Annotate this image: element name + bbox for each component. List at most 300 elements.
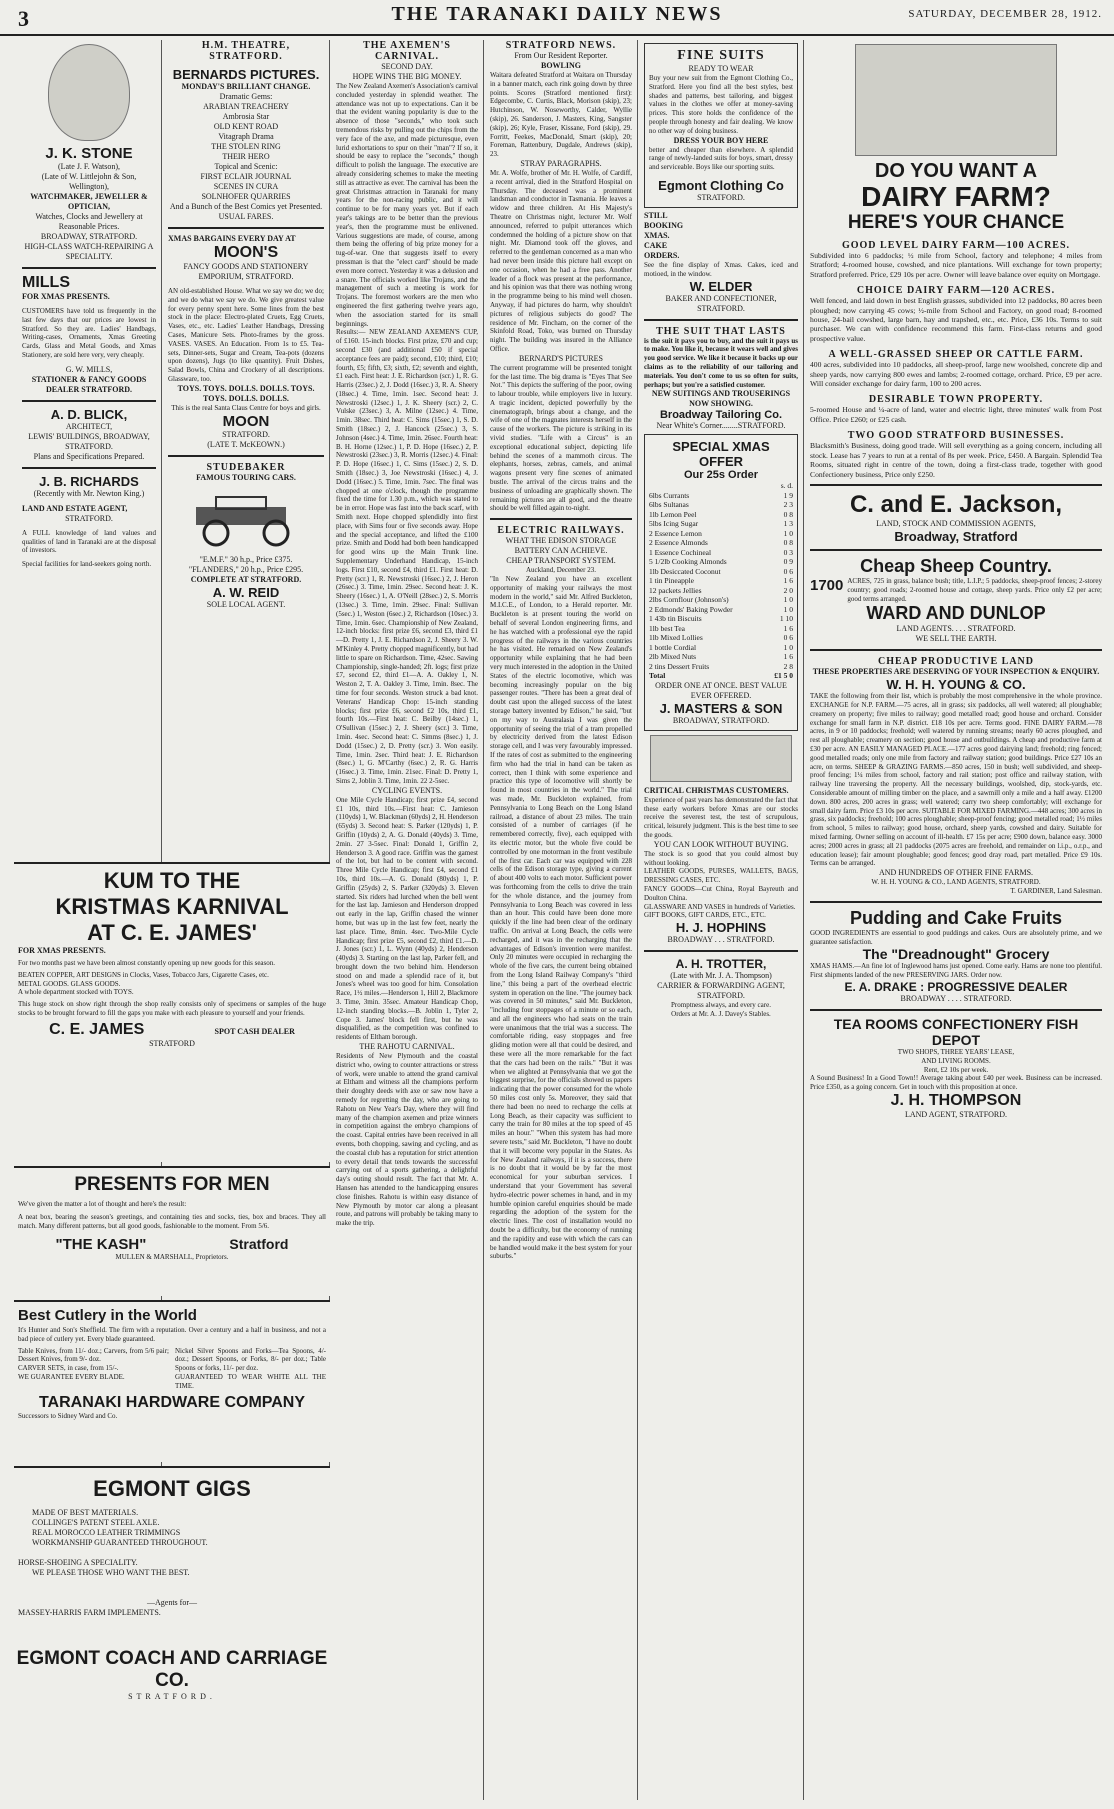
hophins-ad [644, 786, 798, 945]
xmas-item-shillings: 0 [783, 509, 788, 519]
pudding-sig2: BROADWAY . . . . STRATFORD. [900, 994, 1012, 1004]
ad-line: USUAL FARES. [218, 212, 274, 221]
xmas-sub: Our 25s Order [684, 469, 758, 482]
kumto-sub: SPOT CASH DEALER [214, 1026, 295, 1036]
xmas-item-pence: 0 [789, 595, 793, 605]
moon-sub: FANCY GOODS AND STATIONERY EMPORIUM, STRATFORD. [183, 262, 309, 281]
young-name: W. H. H. YOUNG & CO. [886, 677, 1026, 693]
richards-name: J. B. RICHARDS [39, 473, 139, 489]
suits-body: Buy your new suit from the Egmont Clothing Co., Stratford. Here you find all the best styles, best shades and patterns, best tailoring, and biggest values in the clothes we offer at money-saving prices. This store holds the confidence of the people through honesty and fair dealing. We know no other way of doing business. [649, 74, 793, 135]
xmas-item-name: 5lbs Icing Sugar [649, 519, 699, 529]
xmas-item-shillings: 1 [783, 519, 788, 529]
gigs-name: EGMONT COACH AND CARRIAGE CO. [16, 1648, 328, 1691]
jackson-addr: Broadway, Stratford [894, 528, 1018, 544]
rahotu-headline: THE RAHOTU CARNIVAL. [359, 1042, 455, 1052]
presents-body2: A neat box, bearing the season's greetings, and containing ties and socks, ties, box and braces. They all match. Many different patterns, but all good goods, fashionable to the moment. From 5/6. [18, 1212, 326, 1230]
electric-headline: ELECTRIC RAILWAYS. [497, 525, 625, 537]
stray-body: Mr. A. Wolfe, brother of Mr. H. Wolfe, of Cardiff, a recent arrival, died in the Stratford Hospital on Thursday. The deceased was a prominent landsman and conductor in Tasmania. He leaves a widow and three children. At His Majesty's Theatre on Christmas night, lecturer Mr. Wolf announced, referred to pulpit utterances which condemned the holding of a picture show on that night. Mr. Diamond took off the gloves, and referred to the gentleman concerned as a man who had never been inside this picture hall except on one occasion, when he had a free pass. Another leader of a flock was present at the performance, and his opinion was that there was nothing wrong in the programme being to his mind well chosen. Anyway, if had pictures do harm, why shouldn't pictures of religious subjects do good? The residence of Mr. Fincham, on the corner of the Skinfold Road, Toko, was burned on Thursday night. The building was insured in the Alliance Office. [490, 168, 632, 353]
xmas-item-shillings: 0 [783, 633, 788, 643]
electric-subhead: CHEAP TRANSPORT SYSTEM. [506, 556, 616, 566]
suits-name: Egmont Clothing Co [658, 177, 784, 193]
presents-title: PRESENTS FOR MEN [74, 1174, 270, 1195]
dairy-headline: HERE'S YOUR CHANCE [847, 212, 1065, 233]
presents-body: We've given the matter a lot of thought and here's the result: [18, 1200, 187, 1208]
ad-line: Vitagraph Drama [218, 132, 274, 141]
hophins-goods: GIFT BOOKS, GIFT CARDS, ETC., ETC. [644, 911, 766, 920]
young-ad [810, 656, 1102, 896]
farm-list [810, 240, 1102, 479]
young-foot: AND HUNDREDS OF OTHER FINE FARMS. [878, 868, 1034, 878]
sheep-sub2: WE SELL THE EARTH. [915, 634, 997, 644]
xmas-item-row [649, 500, 793, 510]
lasts-addr: Near White's Corner........STRATFORD. [656, 421, 786, 431]
xmas-total-label: Total [649, 671, 666, 681]
blick-name: A. D. BLICK, [50, 406, 128, 422]
xmas-item-name: 1lb Desiccated Coconut [649, 566, 721, 576]
studebaker-agent: A. W. REID [212, 584, 280, 600]
xmas-item-pence: 8 [789, 509, 793, 519]
xmas-item-row [649, 557, 793, 567]
richards-body: A FULL knowledge of land values and qualities of land in Taranaki are at the disposal of investors. [22, 528, 156, 555]
xmas-item-row [649, 567, 793, 577]
studebaker-ad [168, 462, 324, 610]
farm-headline: CHOICE DAIRY FARM—120 ACRES. [856, 285, 1056, 297]
kumto-headline: AT C. E. JAMES' [87, 920, 257, 945]
xmas-item-name: 2 tins Dessert Fruits [649, 661, 710, 671]
hardware-name: TARANAKI HARDWARE COMPANY [38, 1393, 306, 1411]
theatre-ad [168, 40, 324, 222]
xmas-item-name: 2 Essence Lemon [649, 528, 702, 538]
pudding-name: The "Dreadnought" Grocery [862, 946, 1050, 963]
dairy-headline: DO YOU WANT A [874, 160, 1038, 182]
young-sub: THESE PROPERTIES ARE DESERVING OF YOUR INSPECTION & ENQUIRY. [812, 667, 1100, 677]
trotter-name: A. H. TROTTER, [675, 957, 767, 972]
xmas-item-shillings: 2 [783, 585, 788, 595]
xmas-item-name: 5 1/2lb Cooking Almonds [649, 557, 727, 567]
column-rule [637, 40, 638, 1800]
xmas-item-name: 12 packets Jellies [649, 585, 702, 595]
theatre-header: H.M. THEATRE, STRATFORD. [201, 40, 291, 62]
kumto-ad [14, 862, 330, 1162]
sheep-body: ACRES, 725 in grass, balance bush; title, L.I.P.; 5 paddocks, sheep-proof fences; 2-storey country; good roads; 2-roomed house and cottage, sheep yards. Price only £2 per acre; good terms arranged. [847, 576, 1102, 603]
hophins-goods: GLASSWARE AND VASES in hundreds of Varieties. [644, 902, 796, 911]
xmas-order: ORDER ONE AT ONCE. BEST VALUE EVER OFFERED. [655, 680, 787, 700]
xmas-item-name: 2lb Mixed Nuts [649, 652, 697, 662]
kumto-headline: KUM TO THE [103, 868, 241, 893]
bowling-headline: BOWLING [540, 61, 581, 70]
xmas-item-pence: 3 [789, 519, 793, 529]
xmas-item-row [649, 595, 793, 605]
thompson-sub: LAND AGENT, STRATFORD. [904, 1110, 1008, 1119]
mills-sub: FOR XMAS PRESENTS. [22, 292, 110, 301]
xmas-item-row [649, 491, 793, 501]
xmas-item-pence: 6 [789, 623, 793, 633]
gigs-massey: MASSEY-HARRIS FARM IMPLEMENTS. [18, 1608, 161, 1617]
column-4 [486, 40, 636, 1800]
ad-line: THE STOLEN RING [211, 142, 281, 151]
xmas-item-name: 1 Essence Cochineal [649, 547, 712, 557]
kumto-for: FOR XMAS PRESENTS. [18, 946, 106, 955]
elder-body: See the fine display of Xmas. Cakes, iced and motioed, in the window. [644, 260, 798, 278]
mills-ad [22, 274, 156, 395]
column-5 [640, 40, 802, 1800]
xmas-item-pence: 10 [785, 614, 793, 624]
ad-line: THEIR HERO [222, 152, 270, 161]
farm-body: 5-roomed House and ¼-acre of land, water and electric light, three minutes' walk from Post Office. Price £260; or £25 cash. [810, 405, 1102, 424]
xmas-item-pence: 8 [789, 538, 793, 548]
xmas-item-pence: 3 [789, 500, 793, 510]
young-body: TAKE the following from their list, which is probably the most comprehensive in the whole province. EXCHANGE for N.P. FARM.—75 acres, all in grass; six paddocks, all well watered; all ploughable; creamery on property; five miles to railway; good metalled road; good house and orchard. Consider exchange for small farm in N.P. district. £18 10s per acre. Terms good. FINE DAIRY FARM.—78 acres, in 9 or 10 paddocks; freehold; well watered by running streams; nearly 60 acres ploughed, and rest all ploughable; creamery on section; good house and outbuildings. A cheap and productive farm at £30 per acre. AN EASILY MANAGED PLACE.—177 acres good dairying land; freehold; ring fenced; good metalled roads; only one mile from factory and railway station; good buildings. Price £27 10s an acre, on terms. SHEEP & GRAZING FARMS.—850 acres, 150 in bush; well subdivided, and sheep-proof fencing; 1¼ miles from school, factory and rail station; post office and railway station, with railway line traversing the property. All the necessary buildings, woolshed, dip, stock-yards, etc. Considerable amount of milling timber on the place, and a sawmill only a mile and a half away. £1200 down. 800 acres, 200 acres in grass; well watered; carry two sheep comfortably; will exchange for small dairy farm. Price £3 10s per acre. SUITABLE FOR MIXED FARMING.—448 acres; 300 acres in grass, six paddocks; freehold; 100 acres ploughable; sheep-proof fencing; good metalled road; 1½ miles from school, 5 miles to railway; good house, orchard, sheep yards, cowshed and dairy. Suitable for mixed farming. Owner selling on account of ill-health. £7 15s per acre; £900 down, balance easy. 3000 acres; 2000 acres in grass; all 21 paddocks (2075 acres are freehold, and remainder on l.i.p., o.r.p., and education lease); fair amount ploughable; good fences; good dray road, part metalled. Price £9 10s. Terms can be arranged. [810, 692, 1102, 868]
young-title: CHEAP PRODUCTIVE LAND [877, 656, 1034, 668]
kumto-item: BEATEN COPPER, ART DESIGNS in Clocks, Vases, Tobacco Jars, Cigarette Cases, etc. [18, 970, 269, 979]
xmas-item-name: 2 Edmonds' Baking Powder [649, 604, 733, 614]
farm-headline: TWO GOOD STRATFORD BUSINESSES. [847, 430, 1065, 442]
issue-date: SATURDAY, DECEMBER 28, 1912. [908, 8, 1102, 20]
hophins-goods: LEATHER GOODS, PURSES, WALLETS, BAGS, DRESSING CASES, ETC. [644, 867, 798, 885]
moon-ad [168, 234, 324, 450]
sheep-sub: LAND AGENTS. . . . STRATFORD. [896, 624, 1016, 634]
ad-line: ARABIAN TREACHERY [203, 102, 289, 111]
ad-line: LEWIS' BUILDINGS, BROADWAY, STRATFORD. [28, 431, 150, 451]
suits-town: STRATFORD. [697, 192, 745, 202]
young-sig2: T. GARDINER, Land Salesman. [1010, 887, 1102, 896]
cutlery-left: WE GUARANTEE EVERY BLADE. [18, 1372, 125, 1381]
xmas-title: SPECIAL XMAS OFFER [672, 439, 770, 470]
thompson-ad [810, 1016, 1102, 1120]
young-sig: W. H. H. YOUNG & CO., LAND AGENTS, STRATFORD. [871, 878, 1041, 887]
xmas-item-row [649, 529, 793, 539]
xmas-addr: BROADWAY, STRATFORD. [672, 715, 770, 725]
studebaker-emf: "E.M.F." 30 h.p., Price £375. [199, 554, 293, 564]
xmas-item-row [649, 605, 793, 615]
xmas-item-shillings: 1 [783, 528, 788, 538]
axemen-subhead: SECOND DAY. [381, 62, 433, 71]
xmas-item-name: 6lbs Currants [649, 490, 690, 500]
axemen-body: The New Zealand Axemen's Association's carnival concluded yesterday in splendid weather. The attendance was not up to expectations. Can it be that the evident waning popularity is due to the absence of those "seconds," who took such tremendous risks by pulling out the chips from the very face of the axe, and made picturesque, even lurid exhortations to spur on their "man"? If so, it should be easy to replace the "seconds," though difficult to polish the language. The executive are already considering schemes to make the meeting still as attractive as ever. The carnival has been the great Christmas attraction in Taranaki for many years for the non-racing public, and it will continue to be for many years yet. But if each year's takings are to be better than the previous year's, then the programme must be enlivened. Various suggestions are made, of course, among them being the offering of big prize money for a tug-of-war. One that suggests itself to every pressman is that the "elect card" should be made even more correct. Yesterday it was a delusion and a snare. The officials worked like Trojans, and the management of such a meeting is work for Trojans. The foremost workers are the men who engineered the first gathering twelve years ago, when the association started for its small beginnings. [336, 82, 478, 328]
ad-line: OLD KENT ROAD [213, 122, 279, 131]
gigs-line: COLLINGE'S PATENT STEEL AXLE. [32, 1518, 160, 1527]
xmas-item-pence: 9 [789, 490, 793, 500]
xmas-item-pence: 6 [789, 633, 793, 643]
kash-sub: MULLEN & MARSHALL, Proprietors. [115, 1253, 229, 1262]
moon-town: STRATFORD. [222, 429, 270, 439]
elder-sub: BAKER AND CONFECTIONER, STRATFORD. [665, 293, 777, 313]
ad-line: And a Bunch of the Best Comics yet Presented. [169, 202, 323, 211]
xmas-item-name: 1 43b tin Biscuits [649, 614, 702, 624]
drake-ad [810, 908, 1102, 1004]
farm-headline: DESIRABLE TOWN PROPERTY. [868, 394, 1044, 406]
farm-body: 400 acres, subdivided into 10 paddocks, all sheep-proof, large new woolshed, concrete dip and sheep yards, now carrying 800 ewes and lambs; 2-roomed cottage, orchard. Price, £9 per acre. Will consider exchange for dairy farm, 100 to 200 acres. [810, 360, 1102, 389]
rahotu-body: Residents of New Plymouth and the coastal district who, owing to counter attractions or stress of work, were unable to attend the grand carnival at Eltham and witness all the champions perform their doughty deeds with axe or saw now have a remedy for regretting the day, who are going to Rahotu on New Year's Day, where they will find many of the champion axemen and prize winners in competition against the embryo champions of the coast. Capital entries have been received in all events, both chopping, sawing and cycling, and as the coastal club has a reputation for strict attention to every detail that tends towards the successful carrying out of a sports gathering, a delightful day's outing should result. The fact that Mr. A. Hansen has attended to the handicapping ensures close finishes. Rahotu is within easy distance of New Plymouth by motor car along a pleasant route, and patrons will probably be taking many to make the trip. [336, 1052, 478, 1228]
sheep-acres: 1700 [810, 576, 844, 594]
xmas-item-pence: 8 [789, 661, 793, 671]
axemen-subhead: HOPE WINS THE BIG MONEY. [352, 72, 462, 81]
thompson-body: A Sound Business! In a Good Town!! Average taking about £40 per week. Business can be increased. Price £350, as a going concern. Get in touch with this proposition at once. [810, 1074, 1102, 1092]
sheep-name: WARD AND DUNLOP [866, 603, 1046, 624]
ad-line: ARCHITECT, [65, 421, 113, 431]
mills-body: CUSTOMERS have told us frequently in the last few days that our prices are lowest in Stratford. So they are. Ladies' Handbags, Writing-cases, Ornaments, Xmas Greeting Cards, Glass and Metal Goods, and Xmas Stationery, are sold here very, very cheaply. [22, 307, 156, 359]
richards-town: STRATFORD. [65, 513, 113, 523]
studebaker-sub: FAMOUS TOURING CARS. [196, 472, 296, 482]
xmas-item-name: 6lbs Sultanas [649, 500, 689, 510]
stratford-news-byline: From Our Resident Reporter. [514, 51, 608, 60]
farm-body: Subdivided into 6 paddocks; ½ mile from School, factory and telephone; 4 miles from Stratford; 4-roomed house, cowshed, and nice plantations. Will exchange for town property; Stratford preferred. Price, £29 10s per acre. Owner will leave balance over equity on Mortgage. [810, 251, 1102, 279]
xmas-item-pence: 3 [789, 547, 793, 557]
xmas-col-pence: d. [787, 481, 793, 491]
farm-body: Blacksmith's Business, doing good trade. Will sell everything as a going concern, including all stock. Lease has 7 years to run at a rental of 8s per week. Price, £450. A Bargain. Splendid Tea Rooms, situated right in centre of the town, doing a first-class trade, together with good Confectionery business, Price only £250. [810, 441, 1102, 479]
xmas-item-row [649, 548, 793, 558]
xmas-item-shillings: 0 [783, 566, 788, 576]
richards-note: (Recently with Mr. Newton King.) [33, 488, 145, 498]
lasts-title: THE SUIT THAT LASTS [656, 325, 786, 337]
ad-line: SCENES IN CURA [213, 182, 279, 191]
cutlery-right: Nickel Silver Spoons and Forks—Tea Spoons, 4/- doz.; Dessert Spoons, or Forks, 8/- per doz.; Table Spoons or forks, 11/- per doz. [175, 1346, 326, 1373]
farm-body: Well fenced, and laid down in best English grasses, subdivided into 12 paddocks, 80 acres been ploughed; now carrying 45 cows; ½-mile from School and Factory, on good road; 8-roomed house, 24-bail cowshed, large barn, hay and trapshed, etc., etc. Price, £36 10s. Terms to suit purchaser. We can with confidence recommend this farm. First-class returns and good prospective value. [810, 296, 1102, 343]
xmas-item-pence: 0 [789, 585, 793, 595]
moon-santa: This is the real Santa Claus Centre for boys and girls. [171, 403, 321, 412]
trotter-body: Promptness always, and every care. [671, 1001, 771, 1010]
richards-foot: Special facilities for land-seekers going north. [22, 560, 152, 569]
gigs-agents: —Agents for— [147, 1598, 197, 1607]
thompson-title: TEA ROOMS CONFECTIONERY FISH DEPOT [833, 1016, 1079, 1049]
xmas-name: J. MASTERS & SON [659, 700, 783, 716]
kumto-item: METAL GOODS. GLASS GOODS. [18, 979, 121, 988]
ad-line: (Late of W. Littlejohn & Son, Wellington), [41, 172, 137, 191]
bernards-body: The current programme will be presented tonight for the last time. The big drama is "Eyes That See Not." This depicts the suffering of the poor, owing to labour trouble, while employers live in luxury. A tragic incident, depicted powerfully by the cinematograph, brings about a change, and the wife of one of the magnates interests herself in the cause of the workers. The picture is striking in its vivid studies. "Life with a Circus" is an exceptional educational subject, depicting life behind the scenes of a mammoth circus. The elephants, horses, zebras, camels, and animal wagons present very fine scenes of animated bustle. The arrival of the circus trains and the business of unloading are graphically shown. The remaining pictures are all good, and the theatre should be well filled again to-night. [490, 363, 632, 513]
elder-name: W. ELDER [689, 278, 753, 294]
lasts-new: NEW SUITINGS AND TROUSERINGS NOW SHOWING. [651, 389, 791, 409]
xmas-item-shillings: 1 [783, 642, 788, 652]
xmas-item-shillings: 1 [783, 490, 788, 500]
xmas-item-row [649, 652, 793, 662]
elder-ad [644, 211, 798, 314]
xmas-item-shillings: 1 [783, 623, 788, 633]
gigs-horse: HORSE-SHOEING A SPECIALITY. [18, 1558, 138, 1567]
egmont-clothing-ad [644, 43, 798, 208]
xmas-item-shillings: 1 [783, 652, 788, 662]
xmas-item-row [649, 538, 793, 548]
xmas-item-row [649, 576, 793, 586]
ad-line: ORDERS. [644, 250, 680, 260]
ad-line: HIGH-CLASS WATCH-REPAIRING A SPECIALITY. [24, 242, 154, 261]
studebaker-agent-sub: SOLE LOCAL AGENT. [206, 599, 286, 609]
cutlery-left: Table Knives, from 11/- doz.; Carvers, from 5/6 pair; Dessert Knives, from 9/- doz. [18, 1346, 169, 1364]
cutlery-left: CARVER SETS, in case, from 15/-. [18, 1364, 119, 1373]
richards-ad [22, 474, 156, 569]
sleigh-illustration [650, 735, 792, 782]
gigs-line: WORKMANSHIP GUARANTEED THROUGHOUT. [32, 1538, 208, 1547]
trotter-ad [644, 957, 798, 1019]
cycling-headline: CYCLING EVENTS. [371, 785, 443, 795]
kumto-item: A whole department stocked with TOYS. [18, 988, 134, 997]
xmas-item-name: 1 bottle Cordial [649, 642, 697, 652]
blick-ad [22, 407, 156, 462]
xmas-item-pence: 6 [789, 576, 793, 586]
xmas-item-shillings: 1 [779, 614, 784, 624]
mills-address: STATIONER & FANCY GOODS DEALER STRATFORD. [31, 374, 147, 394]
xmas-item-pence: 6 [789, 566, 793, 576]
column-rule [483, 40, 484, 1800]
hophins-goods: FANCY GOODS—Cut China, Royal Bayreuth and Doulton China. [644, 885, 798, 902]
xmas-total-row [649, 671, 793, 681]
cutlery-title: Best Cutlery in the World [18, 1307, 197, 1324]
trotter-note: (Late with Mr. J. A. Thompson) [670, 971, 772, 981]
thompson-name: J. H. THOMPSON [890, 1092, 1022, 1109]
xmas-item-shillings: 0 [783, 557, 788, 567]
ad-line: AND LIVING ROOMS. [921, 1056, 991, 1065]
kumto-town: STRATFORD [149, 1038, 195, 1048]
farm-headline: A WELL-GRASSED SHEEP OR CATTLE FARM. [828, 349, 1084, 361]
page-number: 3 [18, 6, 29, 31]
electric-dateline: Auckland, December 23. [526, 566, 596, 575]
hardware-sub: Successors to Sidney Ward and Co. [18, 1411, 118, 1420]
ad-line: (Late J. F. Watson), [57, 162, 121, 171]
studebaker-complete: COMPLETE AT STRATFORD. [190, 574, 302, 584]
xmas-item-name: 1lb Mixed Lollies [649, 633, 703, 643]
ad-line: Dramatic Gems: [219, 92, 273, 101]
dairy-farm-illustration [855, 44, 1057, 156]
xmas-item-shillings: 2 [783, 661, 788, 671]
pudding-body: GOOD INGREDIENTS are essential to good puddings and cakes. Ours are absolutely prime, and we guarantee satisfaction. [810, 928, 1102, 946]
mills-signature: G. W. MILLS, [65, 364, 113, 374]
suits-title: FINE SUITS [677, 48, 765, 63]
ad-line: BOOKING [644, 220, 684, 230]
ad-line: Topical and Scenic: [214, 162, 278, 171]
ad-line: STILL [644, 210, 668, 220]
column-rule [803, 40, 804, 1800]
gigs-line: REAL MOROCCO LEATHER TRIMMINGS [32, 1528, 181, 1537]
electric-body: "In New Zealand you have an excellent opportunity of making your railways the most modern in the world," said Mr. Alfred Buckleton, M.I.C.E., of London, to a Herald reporter. Mr. Buckleton is at present touring the world on behalf of several London engineering firms, and he has watched with a professional eye the rapid progress of the railways in the various countries he has visited. He remarked on New Zealand's opportunity while explaining that he had been very much interested in the adoption in the United States of the electric locomotive, which was becoming increasingly popular on the big passenger routes. "There has been a great deal of doubt cast upon the alleged success of the latest storage battery invented by Edison," he said, "but on my way to Australasia I was given the opportunity of seeing the trial of a tram propelled by electricity derived from the latest Edison storage cell, and I was very favourably impressed. If the rates of cost as submitted to the engineering firm who had the trial in hand can be taken as correct, then I think with some experience and practice this type of locomotive will shortly be found in most countries in the world." The trial was made, Mr. Buckleton explained, from Pennsylvania to Long Beach on the Long Island railroad, a distance of about 23 miles. The train consisted of a number of carriages (if he remembered correctly, five), each equipped with its electric motor, but the whole five could be controlled by one motorman in the front vestibule of the first car. Each car was equipped with 228 cells of the Edison storage type, giving a current of about 400 volts to each motor. Sufficient power was forthcoming from the cells to drive the train for the whole distance, and the journey from Pennsylvania to Long Beach was covered in less than an hour. This could have been done more quickly if the line had been clear of the ordinary traffic. On arrival at Long Beach, the cells were recharged, and it was in the recharging that the advantages of Edison's invention were manifest. Only 20 minutes were occupied in recharging the whole of the five cars, the current being obtained from the Long Island Railway Company's "third line," this being a part of the overhead electric system in operation on the line. "The journey back was covered in 50 minutes," said Mr. Buckleton, "including four stoppages of a minute or so each, and all the engineers who had seats on the train were unanimous that the trial was a success. The comfortable riding, easy stoppages and free gliding motion were all that could be desired, and these were all the more remarkable for the fact that the cars had been on the rails." "But it was when we alighted at Pennsylvania that we got the biggest surprise, for the officials showed us papers indicating that the power consumed for the whole 50 miles cost only 5s. Moreover, they said that there had been no need to recharge the cells at Long Beach, as their capacity was sufficient to carry the train for 80 miles at the top speed of 45 miles an hour." "When this system has had more severe tests," said Mr. Buckleton, "I have no doubt that it will become very popular in the States. As for New Zealand railways, if it is a success, there is no doubt that it would be by far the most economical for your suburban services. I understand that your Government has several hydro-electric power schemes in hand, and in my humble opinion careful enquiries should be made regarding the adoption of the system for the electric lines. The cost of installation would no doubt be a difficulty, but the economy of running and the rapidity and ease with which the cars can be handled would make it the best system for your suburbs." [490, 575, 632, 1261]
gigs-title: EGMONT GIGS [93, 1476, 251, 1501]
stray-headline: STRAY PARAGRAPHS. [520, 158, 602, 168]
moon-toys: TOYS. TOYS. DOLLS. DOLLS. TOYS. TOYS. DOLLS. DOLLS. [177, 383, 315, 403]
masthead [0, 0, 1114, 36]
hardware-ad [14, 1300, 330, 1462]
ad-line: FIRST ECLAIR JOURNAL [200, 172, 292, 181]
ad-line: WATCHMAKER, JEWELLER & OPTICIAN, [30, 192, 148, 211]
ad-line: Rent, £2 10s per week. [923, 1065, 989, 1074]
xmas-item-name: 2lbs Cornflour (Johnson's) [649, 595, 729, 605]
xmas-item-shillings: 1 [783, 604, 788, 614]
xmas-item-row [649, 510, 793, 520]
pocket-watch-illustration [48, 44, 130, 141]
pudding-sig: E. A. DRAKE : PROGRESSIVE DEALER [844, 980, 1068, 995]
mills-name: MILLS [22, 274, 70, 291]
richards-title: LAND AND ESTATE AGENT, [22, 503, 128, 513]
pudding-title: Pudding and Cake Fruits [849, 907, 1063, 928]
electric-subhead: WHAT THE EDISON STORAGE BATTERY CAN ACHIEVE. [505, 536, 617, 556]
cutlery-body: It's Hunter and Son's Sheffield. The firm with a reputation. Over a century and a half in business, and not a bad piece of cutlery yet. Every blade guaranteed. [18, 1326, 326, 1343]
broadway-tailoring-ad [644, 326, 798, 432]
xmas-item-pence: 0 [789, 604, 793, 614]
kumto-name: C. E. JAMES [49, 1020, 145, 1038]
jackson-sub: LAND, STOCK AND COMMISSION AGENTS, [876, 518, 1036, 528]
xmas-header-row [649, 481, 793, 491]
sheep-title: Cheap Sheep Country. [860, 555, 1052, 576]
trotter-foot: Orders at Mr. A. J. Davey's Stables. [671, 1010, 771, 1018]
studebaker-title: STUDEBAKER [206, 461, 286, 473]
masters-xmas-ad [644, 434, 798, 731]
xmas-col-shillings: s. [780, 481, 786, 491]
ad-line: MONDAY'S BRILLIANT CHANGE. [181, 82, 311, 91]
pudding-body2: XMAS HAMS.—An fine lot of Inglewood hams just opened. Come early. Hams are none too plentiful. First shipments landed of the new PRESERVING JARS. Order now. [810, 962, 1102, 980]
kash-ad [14, 1166, 330, 1296]
xmas-item-row [649, 624, 793, 634]
studebaker-flanders: "FLANDERS," 20 h.p., Price £295. [188, 564, 304, 574]
xmas-item-name: 1 tin Pineapple [649, 576, 694, 586]
ad-line: TWO SHOPS, THREE YEARS' LEASE, [897, 1048, 1015, 1057]
xmas-item-row [649, 643, 793, 653]
axemen-results: Results:— NEW ZEALAND AXEMEN'S CUP, of £160. 15-inch blocks. First prize, £70 and cup; second £30 (and additional £50 if special acceptance fees are paid); second, £10; third, £10; fourth, £5; fifth, £3; sixth, £2; seventh and eighth, £1 each. First heat: J. E. Richardson (scr.) 1, R. G. Harris (23sec.) 2, J. Dodd (16sec.) 3, R. A. Sheery (18sec.) 4. Time, 1min. 1sec. Second heat: J. Newstroski (12sec.) 1, J. K. Sheery (scr.) 2, C. Vulske (23sec.) 3, A. Milne (12sec.) 4. Time, 1min. 38sec. Third heat: C. Sims (15sec.) 1, S. D. Smith (18sec.) 2, J. Hancock (25sec.) 3, S. Johnson (4sec.) 4. Time, 1min. 26sec. Fourth heat: B. H. Horne (12sec.) 1, P. D. Hope (16sec.) 2, P. Newstroski (23sec.) 3, R. Morris (12sec.) 4. Final: P. D. Hope (16sec.) 1, C. Sims (15sec.) 2, S. D. Smith (18sec.) 3, Joe Newstroski (16sec.) 4, J. Dodd (16sec.) 5. Time, 1min. 7sec. The final was chopped at one o'clock, though the programme fixed the time for 1.30 p.m., which was stated to be in error. Hope was fast into the back scarf, with Smith next. Hope chopped splendidly into first place, with Sims four or five seconds away. Hope and the special acceptance, and lifted the £100 prize. Smith and Dodd had both been handicapped for good wins up the Main Trunk line. Supplementary Underhand Handicap, 15-inch logs. First £10, second £4, third £1. First heat: D. Pretty (scr.) 1, R. Newstroski (16sec.) 2, J. Heron (26sec.) 3. Time, 1min. 29sec. Second heat: J. K. Sheery (16sec.) 1, A. O'Neill (28sec.) 2, S. Morris (13sec.) 3. Time, 1min. 29sec. Final: Sullivan (5sec.) 1, Weston (6sec.) 2, Richardson (10sec.) 3. Time, 1min. 6sec. Championship of New Zealand, 12-inch blocks: first prize £6, second £3, third £1—D. Pretty 1, J. E. Richardson 2, J. Sheery 3. W. M'Kinley 4. Pretty chopped magnificently, but had little to spare on Richardson. Time, 42sec. Sawing Championship, single-handed; 2ft. logs; first prize £7, second £2, third £1—A. A. Oakley 1, N. Weston 2, T. A. Oakley 3. Time, 1min. 8sec. The time for four seconds. Weston struck a bad knot. Veterans' Handicap Chop: 15-inch standing blocks; first prize £6, second £2 10s, third £1, fourth 10s.—First heat: C. Beilby (14sec.) 1, O'Sullivan (15sec.) 2, J. Sheery (scr.) 3. Time, 1min. 4sec. Second heat: C. Simms (8sec.) 1, J. Dodd (15sec.) 2, D. Pretty (scr.) 3. Won easily. Time, 1min. 2sec. Third heat: J. E. Richardson (8sec.) 1, G. M'Carthy (6sec.) 2, R. G. Harris (16sec.) 3. Time, 1min. 21sec. Final: D. Pretty 1, Sims 2, Joblin 3. Time, 1min. 22 2-5sec. [336, 328, 478, 785]
jackson-name: C. and E. Jackson, [849, 490, 1063, 518]
xmas-total: £1 5 0 [774, 671, 793, 681]
hophins-body2: The stock is so good that you could almost buy without looking. [644, 849, 798, 867]
axemen-headline: THE AXEMEN'S CARNIVAL. [363, 40, 451, 62]
column-6 [806, 40, 1106, 1800]
xmas-item-row [649, 519, 793, 529]
moon-signature: MOON [222, 412, 270, 430]
cutlery-right: GUARANTEED TO WEAR WHITE ALL THE TIME. [175, 1372, 326, 1390]
hophins-lead: CRITICAL CHRISTMAS CUSTOMERS. [644, 785, 789, 795]
xmas-item-row [649, 633, 793, 643]
xmas-item-shillings: 0 [783, 547, 788, 557]
kumto-body2: This huge stock on show right through the shop really consists only of specimens or samples of the huge stocks to be brought forward to fill the gaps you make with each pleasure to yourself and your friends. [18, 1000, 326, 1017]
ad-line: XMAS. [644, 230, 670, 240]
moon-body: AN old-established House. What we say we do; we do; and we do what we say we do. We give greatest value for every penny spent here. Some lines from the best stock in the place: Electro-plated Cruets, Egg Cruets, Vases, etc., etc. Ladies' Leather Handbags, Dressing Cases, Manicure Sets. Photo-frames by the gross. VASES. VASES. An Education. From 1s to £5. Tea-sets, Dinner-sets, Sugar and Cream, Tea-pots (dozens upon dozens), Jugs (to like quantity). Fruit Dishes, Salad Bowls, China and Crockery of all descriptions. Glassware, too. [168, 287, 324, 383]
gigs-town: STRATFORD. [128, 1692, 216, 1701]
suits-sub: READY TO WEAR [688, 64, 754, 73]
moon-name: MOON'S [213, 244, 279, 261]
xmas-item-pence: 6 [789, 652, 793, 662]
ad-line: Watches, Clocks and Jewellery at Reasonable Prices. [35, 212, 143, 231]
ad-line: Ambrosia Star [222, 112, 270, 121]
hophins-body: Experience of past years has demonstrated the fact that these early workers before Xmas are our stocks receive the severest test, the test of scrupulous, critical, leisurely judgment. This is the best time to see the goods. [644, 795, 798, 840]
egmont-coach-ad [14, 1466, 330, 1802]
lasts-name: Broadway Tailoring Co. [659, 409, 783, 422]
lasts-body: is the suit it pays you to buy, and the suit it pays us to make. You like it, because it wears well and gives you good service. We like it because it backs up our claims as to the reliability of our tailoring and materials. You don't come to us so often for suits, perhaps; but you're a satisfied customer. [644, 336, 798, 389]
ward-dunlop-ad [810, 556, 1102, 644]
suits-cta: DRESS YOUR BOY HERE [673, 135, 769, 145]
ad-line: SOLNHOFER QUARRIES [201, 192, 291, 201]
stone-name: J. K. STONE [45, 145, 133, 162]
cycling-body: One Mile Cycle Handicap; first prize £4, second £1 10s, third 10s.—First heat: C. Jamieson (110yds) 1, W. Blackman (60yds) 2, H. Henderson (65yds) 3. Second heat: S. Parker (120yds) 1, P. Griffin (10yds) 2, A. G. Donald (40yds) 3. Time, 2min. 27 3-5sec. Final: Donald 1, Griffin 2, Henderson 3. A good race. Griffin was the gamest of the lot, but had to be content with second. Three Mile Cycle Handicap; first £4, second £1 10s, third 10s.—A. G. Donald (80yds) 1, P. Griffin (25yds) 2, S. Parker (320yds) 3. Eleven started. Six riders had lurched when the bell went for the last lap. Jamieson and Henderson dropped out early in the lap, Griffin chased the winner home, but was up in the last few feet, nearly the last place. Time, 8min. 4sec. Two-Mile Cycle Handicap; first prize £5, second £2, third £1.—D. J. Jones (scr.) 1, L. Wynn (40yds) 2, Henderson (40yds) 3. Starting on the last lap, Parker fell, and brought down the two behind him. Henderson stood on and made a splendid race of it, but Jones's wheel was too good for him. Consolation Race, 1½ miles.—Henderson 1, Hill 2, Blackmore 3. Time, 3min. 35sec. Amateur Handicap Chop, 12-inch standing blocks.—B. Joblin 1, Tyler 2, Cope 3. James' block fell first, but he was disqualified, as the competition was confined to residents of Eltham borough. [336, 795, 478, 1042]
xmas-item-shillings: 1 [783, 595, 788, 605]
ad-line: Plans and Specifications Prepared. [33, 451, 145, 461]
moon-late: (LATE T. McKEOWN.) [207, 439, 285, 449]
xmas-item-row [649, 614, 793, 624]
kumto-headline: KRISTMAS KARNIVAL [55, 894, 289, 919]
suits-body2: better and cheaper than elsewhere. A splendid range of newly-landed suits for boys, smart, dressy and serviceable. Boys like our sporting suits. [649, 145, 793, 172]
xmas-item-pence: 0 [789, 528, 793, 538]
ad-line: BROADWAY, STRATFORD. [40, 232, 138, 241]
bernards-headline: BERNARD'S PICTURES [519, 353, 603, 363]
ad-line: CAKE [644, 240, 668, 250]
gigs-line: MADE OF BEST MATERIALS. [32, 1508, 139, 1517]
kash-name: "THE KASH" [55, 1236, 147, 1254]
xmas-item-pence: 9 [789, 557, 793, 567]
trotter-sub: CARRIER & FORWARDING AGENT, STRATFORD. [657, 981, 785, 1001]
xmas-item-row [649, 586, 793, 596]
xmas-item-shillings: 0 [783, 538, 788, 548]
stone-ad [22, 145, 156, 262]
theatre-name: BERNARDS PICTURES. [172, 67, 320, 82]
hophins-name: H. J. HOPHINS [675, 920, 767, 936]
stratford-news-headline: STRATFORD NEWS. [505, 40, 617, 51]
farm-headline: GOOD LEVEL DAIRY FARM—100 ACRES. [841, 240, 1071, 251]
xmas-item-name: 1lb Lemon Peel [649, 509, 697, 519]
dairy-headline: DAIRY FARM? [861, 181, 1051, 212]
newspaper-title: THE TARANAKI DAILY NEWS [391, 3, 723, 25]
